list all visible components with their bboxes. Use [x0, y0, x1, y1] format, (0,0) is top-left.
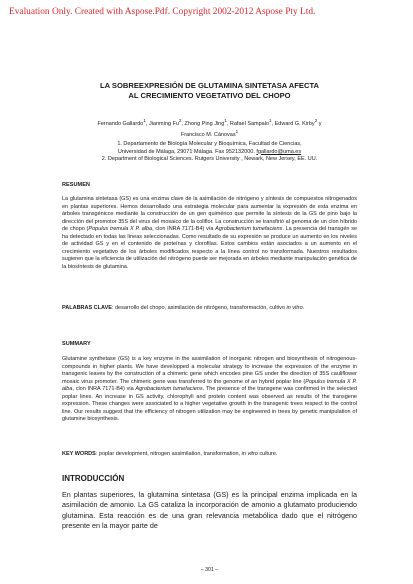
affiliations — [62, 141, 357, 164]
author-name: Edward G. Kirby — [274, 120, 315, 127]
palabras-clave — [62, 305, 357, 313]
author-affil-mark: 2 — [178, 118, 182, 123]
summary-species: Populus tremula X P. alba — [62, 378, 357, 393]
affiliation-2: 2. Department of Biological Sciences. Rutgers University , Newark, New Jersey, EE. UU. — [101, 156, 318, 163]
paper-title — [62, 81, 357, 101]
author-name: Fernando Gallardo — [97, 120, 144, 127]
affiliation-1-address: Universidad de Málaga, 29071 Málaga. Fax 952132000. — [117, 148, 255, 155]
summary-bacterium: Agrobacterium tumefaciens — [135, 386, 203, 393]
title-line-1: LA SOBREEXPRESIÓN DE GLUTAMINA SINTETASA AFECTA — [99, 81, 320, 90]
resumen-bacterium: Agrobacterium tumefaciens — [215, 226, 283, 233]
summary-paragraph — [62, 356, 357, 424]
resumen-text: , clon INRA 7171-B4) vía — [152, 226, 216, 233]
introduccion-heading: INTRODUCCIÓN — [62, 474, 125, 483]
palabras-clave-text: : desarrollo del chopo, asimilación de nitrógeno, transformación, cultivo — [111, 305, 287, 311]
key-words-label: KEY WORDS — [62, 451, 96, 457]
author-name: Jianming Fu — [148, 120, 179, 127]
page-number: – 301 – — [200, 567, 219, 573]
palabras-clave-end: . — [302, 305, 305, 311]
summary-text: , clon INRA 7171-B4) via — [72, 386, 136, 393]
resumen-text: La glutamina sintetasa (GS) es una enzima clave de la asimilación de nitrógeno y síntesis de compuestos nitrogenados en plantas superiores. Hemos desarrollado una estrategia molecular para aumentar la expresión de esta enzima en árboles transgénicos mediante la construcción de un gen quimérico que permite la síntesis de la GS de pino bajo la dirección del promotor 35S del virus del mosaico de la coliflor. La construcción se transfirió al genoma de un clon híbrido de chopo ( — [62, 196, 357, 233]
resumen-text: . La presencia del transgén se ha detectado en todas las líneas seleccionadas. Como resultado de su expresión se produce un aumento en los niveles de actividad GS y en el contenido de proteínas y clorofilas. Estos cambios están asociados a un aumento en el crecimiento vegetativo de los árboles modificados respecto a la línea control no transformada. Nuestros resultados sugieren que la eficiencia de utilización del nitrógeno puede ser mejorada en árboles mediante manipulación genética de la biosíntesis de glutamina. — [62, 226, 358, 270]
key-words-end: culture. — [257, 451, 278, 457]
summary-text: Glutamine synthetase (GS) is a key enzyme in the assimilation of inorganic nitrogen and biosynthesis of nitrogenous-compounds in higher plants. We have developped a molecular strategy to increase the expression of the enzyme in transgenic leaves by the construction of a chimeric gene which encodes pine GS under the direction of 35S cauliflower mosaic virus promoter. The chimeric gene was transferred to the genome of an hybrid poplar line ( — [62, 356, 357, 385]
author-name: Rafael Sampalo — [229, 120, 270, 127]
resumen-heading: RESUMEN — [62, 182, 90, 188]
author-list: Fernando Gallardo$^1$, Jianming Fu$^2$, Zhong Ping Jing$^1$, Rafael Sampalo$^1$, Edward G. Kirby$^2$ y Francisco M. Cánovas$^1$ — [97, 118, 322, 139]
summary-text: . The presence of the transgene was confirmed in the selected poplar lines. An increase in GS activity, chlorophyll and protein content was observed as results of the transgene expression. These changes were associated to a higher vegetative growth in the transgenic trees respect to the control line. Our results suggest that the efficiency of nitrogen utilization may be engineered in trees by genetic manipulation of glutamine biosynthesis. — [62, 386, 357, 423]
key-words-text: : poplar development, nitrogen assimilation, transformation, — [95, 451, 242, 457]
author-name: Francisco M. Cánovas — [180, 132, 236, 139]
evaluation-watermark: Evaluation Only. Created with Aspose.Pdf. Copyright 2002-2012 Aspose Pty Ltd. — [9, 7, 316, 17]
author-affil-mark: 2 — [314, 118, 318, 123]
author-affil-mark: 1 — [269, 118, 272, 123]
contact-email-link[interactable]: fgallardo@uma.es — [256, 148, 302, 155]
key-words-italic: in vitro — [241, 451, 258, 457]
affiliation-1: 1. Departamento de Biología Molecular y Bioquímica, Facultad de Ciencias, — [117, 141, 302, 147]
palabras-clave-italic: in vitro — [286, 305, 303, 311]
title-line-2: AL CRECIMIENTO VEGETATIVO DEL CHOPO — [128, 91, 291, 100]
resumen-paragraph — [62, 196, 357, 271]
introduccion-paragraph: En plantas superiores, la glutamina sintetasa (GS) es la principal enzima implicada en la asimilación de amonio. La GS cataliza la incorporación de amonio a glutamato produciendo glutamina. Esta reacción es de una gran relevancia metabólica dado que el nitrógeno presente en la mayor parte de — [62, 490, 357, 531]
author-name: Zhong Ping Jing — [184, 120, 225, 127]
author-affil-mark: 1 — [143, 118, 146, 123]
key-words — [62, 451, 357, 459]
author-affil-mark: 1 — [235, 129, 239, 135]
author-affil-mark: 1 — [224, 118, 227, 123]
summary-heading: SUMMARY — [62, 341, 91, 347]
resumen-species: Populus tremula X P. alba — [88, 226, 153, 233]
palabras-clave-label: PALABRAS CLAVE — [62, 305, 112, 311]
